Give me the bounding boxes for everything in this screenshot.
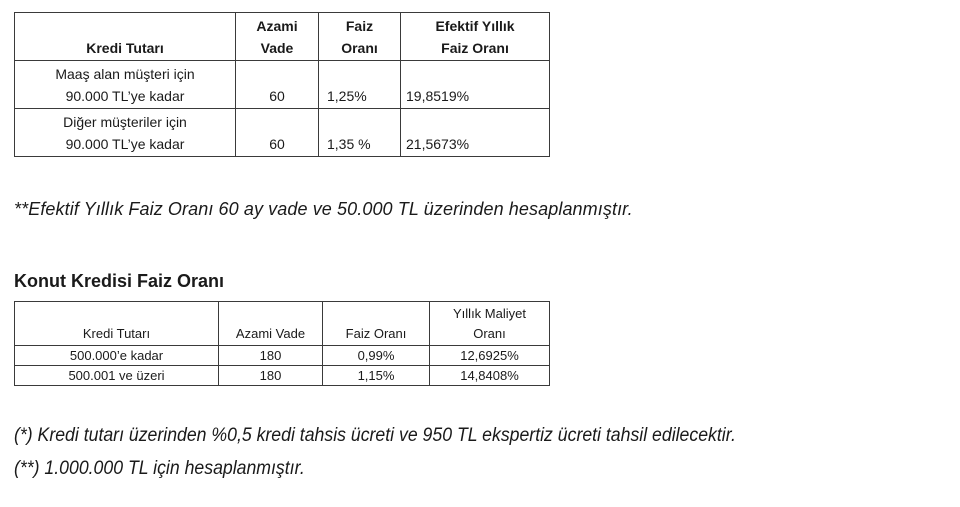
header-loan-amount: Kredi Tutarı xyxy=(15,302,219,346)
consumer-loan-rates-table xyxy=(14,12,550,157)
table-row xyxy=(15,366,550,386)
amount-line2: 90.000 TL’ye kadar xyxy=(65,88,185,104)
cell-annual-cost-rate: 14,8408% xyxy=(430,366,550,386)
effective-rate-note: **Efektif Yıllık Faiz Oranı 60 ay vade ve 50.000 TL üzerinden hesaplanmıştır. xyxy=(14,199,633,219)
header-label-line1: Faiz xyxy=(345,18,374,34)
cell-effective-rate: 21,5673% xyxy=(401,109,550,157)
cell-loan-amount xyxy=(15,61,236,109)
cell-max-term: 60 xyxy=(236,61,319,109)
cell-loan-amount: 500.001 ve üzeri xyxy=(15,366,219,386)
header-label-line2: Oranı xyxy=(473,326,506,341)
header-label-line2: Vade xyxy=(260,40,294,56)
table-header-row xyxy=(15,302,550,346)
table-row xyxy=(15,346,550,366)
amount-line2: 90.000 TL’ye kadar xyxy=(65,136,185,152)
cell-interest-rate: 1,25% xyxy=(319,61,401,109)
header-label-line2: Oranı xyxy=(341,40,378,56)
table-row xyxy=(15,61,550,109)
cell-max-term: 60 xyxy=(236,109,319,157)
amount-line1: Diğer müşteriler için xyxy=(63,114,187,130)
header-interest-rate xyxy=(319,13,401,61)
footnote-fees: (*) Kredi tutarı üzerinden %0,5 kredi tahsis ücreti ve 950 TL ekspertiz ücreti tahsil edilecektir. xyxy=(14,425,736,446)
cell-loan-amount xyxy=(15,109,236,157)
cell-annual-cost-rate: 12,6925% xyxy=(430,346,550,366)
cell-interest-rate: 0,99% xyxy=(323,346,430,366)
header-interest-rate: Faiz Oranı xyxy=(323,302,430,346)
header-loan-amount xyxy=(15,13,236,61)
cell-interest-rate: 1,35 % xyxy=(319,109,401,157)
table-row xyxy=(15,109,550,157)
header-label-line2: Faiz Oranı xyxy=(441,40,509,56)
cell-effective-rate: 19,8519% xyxy=(401,61,550,109)
amount-line1: Maaş alan müşteri için xyxy=(55,66,195,82)
cell-loan-amount: 500.000’e kadar xyxy=(15,346,219,366)
cell-max-term: 180 xyxy=(219,346,323,366)
mortgage-section-title: Konut Kredisi Faiz Oranı xyxy=(14,271,225,291)
header-label-line1: Efektif Yıllık xyxy=(435,18,515,34)
footnote-calculation-basis: (**) 1.000.000 TL için hesaplanmıştır. xyxy=(14,458,305,479)
cell-max-term: 180 xyxy=(219,366,323,386)
header-annual-cost-rate xyxy=(430,302,550,346)
header-label-line1: Yıllık Maliyet xyxy=(453,306,526,321)
cell-interest-rate: 1,15% xyxy=(323,366,430,386)
header-max-term xyxy=(236,13,319,61)
mortgage-rates-table xyxy=(14,301,550,386)
header-label: Kredi Tutarı xyxy=(86,40,164,56)
header-effective-annual-rate xyxy=(401,13,550,61)
table-header-row xyxy=(15,13,550,61)
header-label-line1: Azami xyxy=(256,18,298,34)
header-max-term: Azami Vade xyxy=(219,302,323,346)
